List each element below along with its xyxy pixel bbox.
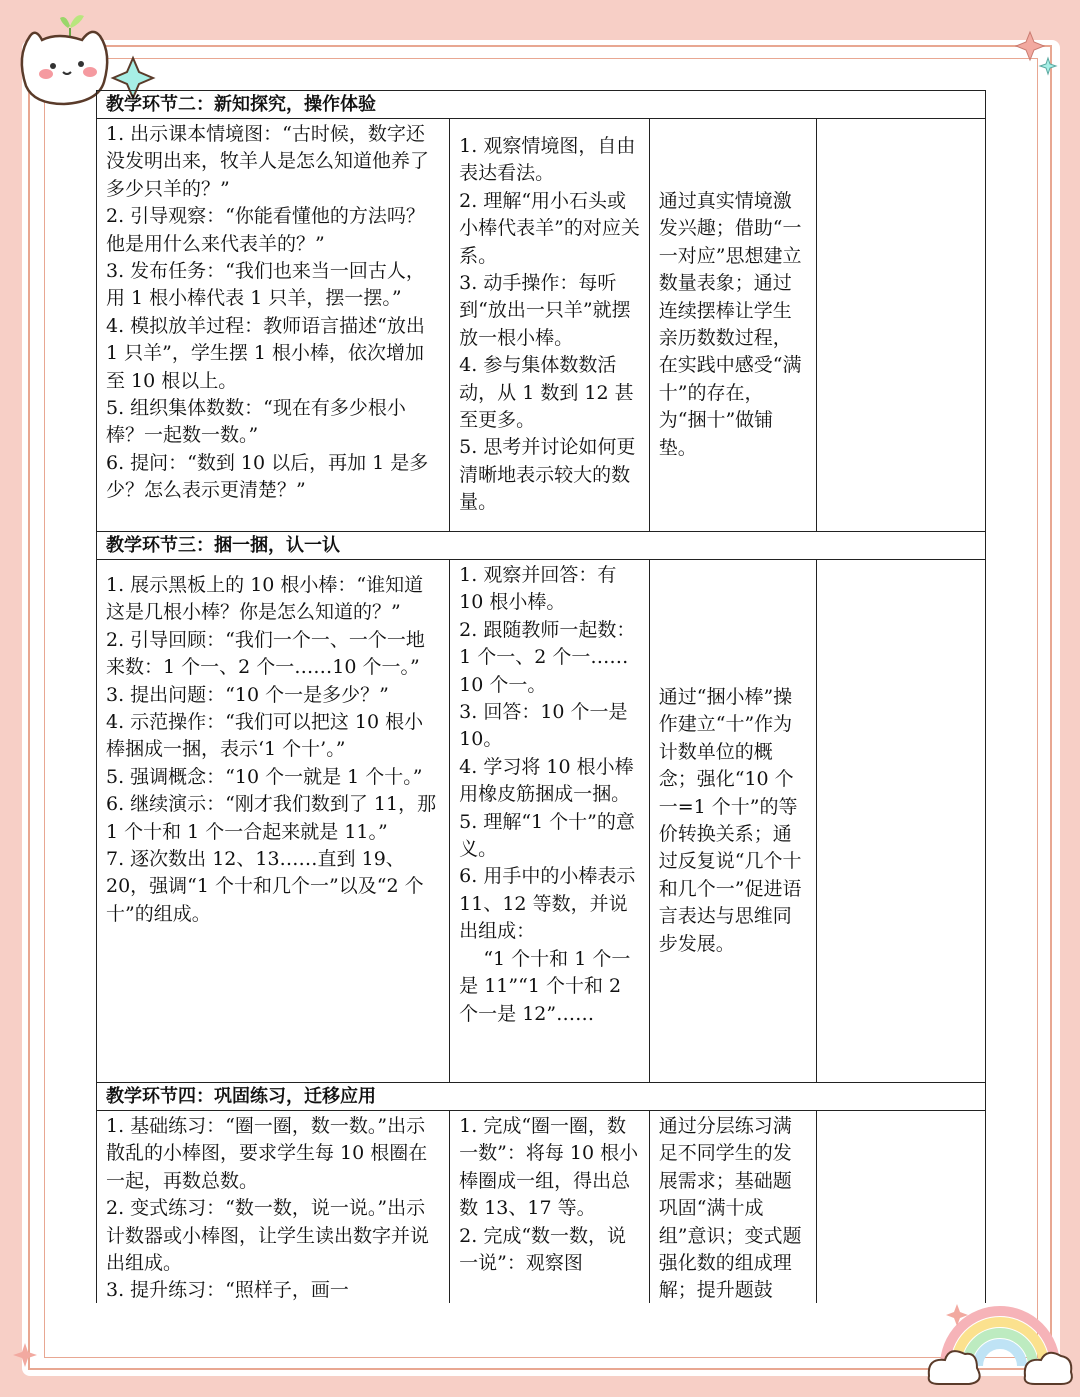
section-heading: 教学环节四：巩固练习，迁移应用	[97, 1083, 985, 1111]
section-heading: 教学环节二：新知探究，操作体验	[97, 91, 985, 119]
sparkle-icon	[10, 1340, 40, 1370]
teacher-activity-cell: 1. 基础练习：“圈一圈，数一数。”出示散乱的小棒图，要求学生每 10 根圈在一起，再数总数。 2. 变式练习：“数一数，说一说。”出示计数器或小棒图，让学生读出数字并说出组成。 3. 提升练习：“照样子，画一	[97, 1111, 450, 1303]
notes-cell	[817, 119, 985, 531]
rainbow-cloud-sticker	[925, 1296, 1075, 1391]
table-row	[97, 1111, 985, 1303]
student-activity-cell: 1. 观察并回答：有 10 根小棒。 2. 跟随教师一起数：1 个一、2 个一……10 个一。 3. 回答：10 个一是 10。 4. 学习将 10 根小棒用橡皮筋捆成一捆。 5. 理解“1 个十”的意义。 6. 用手中的小棒表示 11、12 等数，并说出组成： “1 个十和 1 个一是 11”“1 个十和 2 个一是 12”……	[450, 560, 650, 1082]
section-heading: 教学环节三：捆一捆，认一认	[97, 532, 985, 560]
student-activity-cell: 1. 完成“圈一圈，数一数”：将每 10 根小棒圈成一组，得出总数 13、17 等。 2. 完成“数一数，说一说”：观察图	[450, 1111, 650, 1303]
design-intent-cell: 通过“捆小棒”操作建立“十”作为计数单位的概念；强化“10 个一=1 个十”的等价转换关系；通过反复说“几个十和几个一”促进语言表达与思维同步发展。	[650, 560, 818, 1082]
sparkle-icon	[1012, 28, 1062, 78]
teacher-activity-cell: 1. 出示课本情境图：“古时候，数字还没发明出来，牧羊人是怎么知道他养了多少只羊的？” 2. 引导观察：“你能看懂他的方法吗？他是用什么来代表羊的？” 3. 发布任务：“我们也来当一回古人，用 1 根小棒代表 1 只羊，摆一摆。” 4. 模拟放羊过程：教师语言描述“放出 1 只羊”，学生摆 1 根小棒，依次增加至 10 根以上。 5. 组织集体数数：“现在有多少根小棒？一起数一数。” 6. 提问：“数到 10 以后，再加 1 是多少？怎么表示更清楚？”	[97, 119, 450, 531]
notes-cell	[817, 1111, 985, 1303]
lesson-plan-table	[96, 90, 986, 1303]
notes-cell	[817, 560, 985, 1082]
table-row	[97, 560, 985, 1083]
design-intent-cell: 通过真实情境激发兴趣；借助“一一对应”思想建立数量表象；通过连续摆棒让学生亲历数数过程，在实践中感受“满十”的存在，为“捆十”做铺垫。	[650, 119, 818, 531]
design-intent-cell: 通过分层练习满足不同学生的发展需求；基础题巩固“满十成组”意识；变式题强化数的组成理解；提升题鼓	[650, 1111, 818, 1303]
teacher-activity-cell: 1. 展示黑板上的 10 根小棒：“谁知道这是几根小棒？你是怎么知道的？” 2. 引导回顾：“我们一个一、一个一地来数：1 个一、2 个一……10 个一。” 3. 提出问题：“10 个一是多少？” 4. 示范操作：“我们可以把这 10 根小棒捆成一捆，表示‘1 个十’。” 5. 强调概念：“10 个一就是 1 个十。” 6. 继续演示：“刚才我们数到了 11，那 1 个十和 1 个一合起来就是 11。” 7. 逐次数出 12、13……直到 19、20，强调“1 个十和几个一”以及“2 个十”的组成。	[97, 560, 450, 1082]
student-activity-cell: 1. 观察情境图，自由表达看法。 2. 理解“用小石头或小棒代表羊”的对应关系。 3. 动手操作：每听到“放出一只羊”就摆放一根小棒。 4. 参与集体数数活动，从 1 数到 12 甚至更多。 5. 思考并讨论如何更清晰地表示较大的数量。	[450, 119, 650, 531]
table-row	[97, 119, 985, 532]
